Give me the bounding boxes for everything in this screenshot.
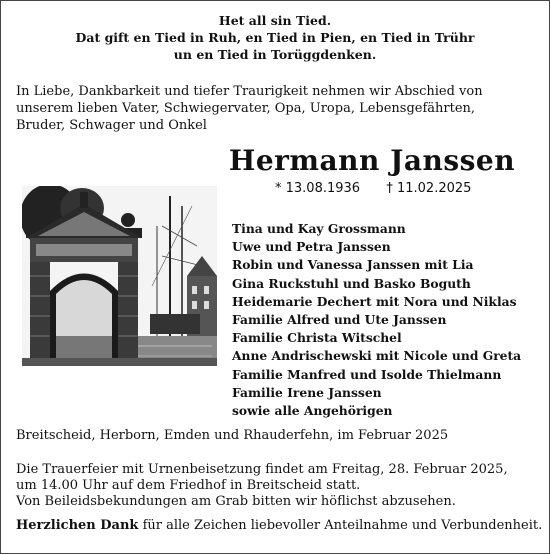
death-date: † 11.02.2025 [386,181,472,196]
mourner-entry: Anne Andrischewski mit Nicole und Greta [232,348,522,364]
mourner-entry: Familie Alfred und Ute Janssen [232,312,447,328]
place-and-date: Breitscheid, Herborn, Emden und Rhauderfehn, im Februar 2025 [16,428,449,443]
mourner-entry: Heidemarie Dechert mit Nora und Niklas [232,293,517,309]
verse-line: Het all sin Tied. [218,13,332,28]
thanks-line [16,518,542,533]
service-line: Die Trauerfeier mit Urnenbeisetzung findet am Freitag, 28. Februar 2025, [16,462,508,477]
intro-line: In Liebe, Dankbarkeit und tiefer Traurigkeit nehmen wir Abschied von [16,84,483,99]
verse [0,12,550,63]
mourner-entry: Familie Manfred und Isolde Thielmann [232,366,502,382]
birth-date: * 13.08.1936 [275,181,361,196]
service-info [16,462,541,510]
intro-line: Bruder, Schwager und Onkel [16,118,207,133]
mourner-entry: sowie alle Angehörigen [232,403,393,419]
life-dates [275,181,471,196]
mourner-entry: Robin und Vanessa Janssen mit Lia [232,257,474,273]
mourner-entry: Familie Christa Witschel [232,330,402,346]
mourner-entry: Tina und Kay Grossmann [232,221,406,236]
thanks-bold: Herzlichen Dank [16,518,139,533]
mourner-entry: Gina Ruckstuhl und Basko Boguth [232,275,471,291]
intro-text [16,83,536,134]
verse-line: un en Tied in Torüggdenken. [173,47,377,62]
thanks-rest: für alle Zeichen liebevoller Anteilnahme und Verbundenheit. [138,518,543,533]
service-line: um 14.00 Uhr auf dem Friedhof in Breitscheid statt. [16,478,361,493]
harbor-gate-photo [22,186,217,366]
mourners-list [232,220,542,420]
deceased-name: Hermann Janssen [228,144,516,177]
service-line: Von Beileidsbekundungen am Grab bitten wir höflichst abzusehen. [16,494,456,509]
mourner-entry: Familie Irene Janssen [232,384,382,400]
mourner-entry: Uwe und Petra Janssen [232,239,391,255]
verse-line: Dat gift en Tied in Ruh, en Tied in Pien, en Tied in Trühr [75,30,475,45]
intro-line: unserem lieben Vater, Schwiegervater, Opa, Uropa, Lebensgefährten, [16,101,476,116]
